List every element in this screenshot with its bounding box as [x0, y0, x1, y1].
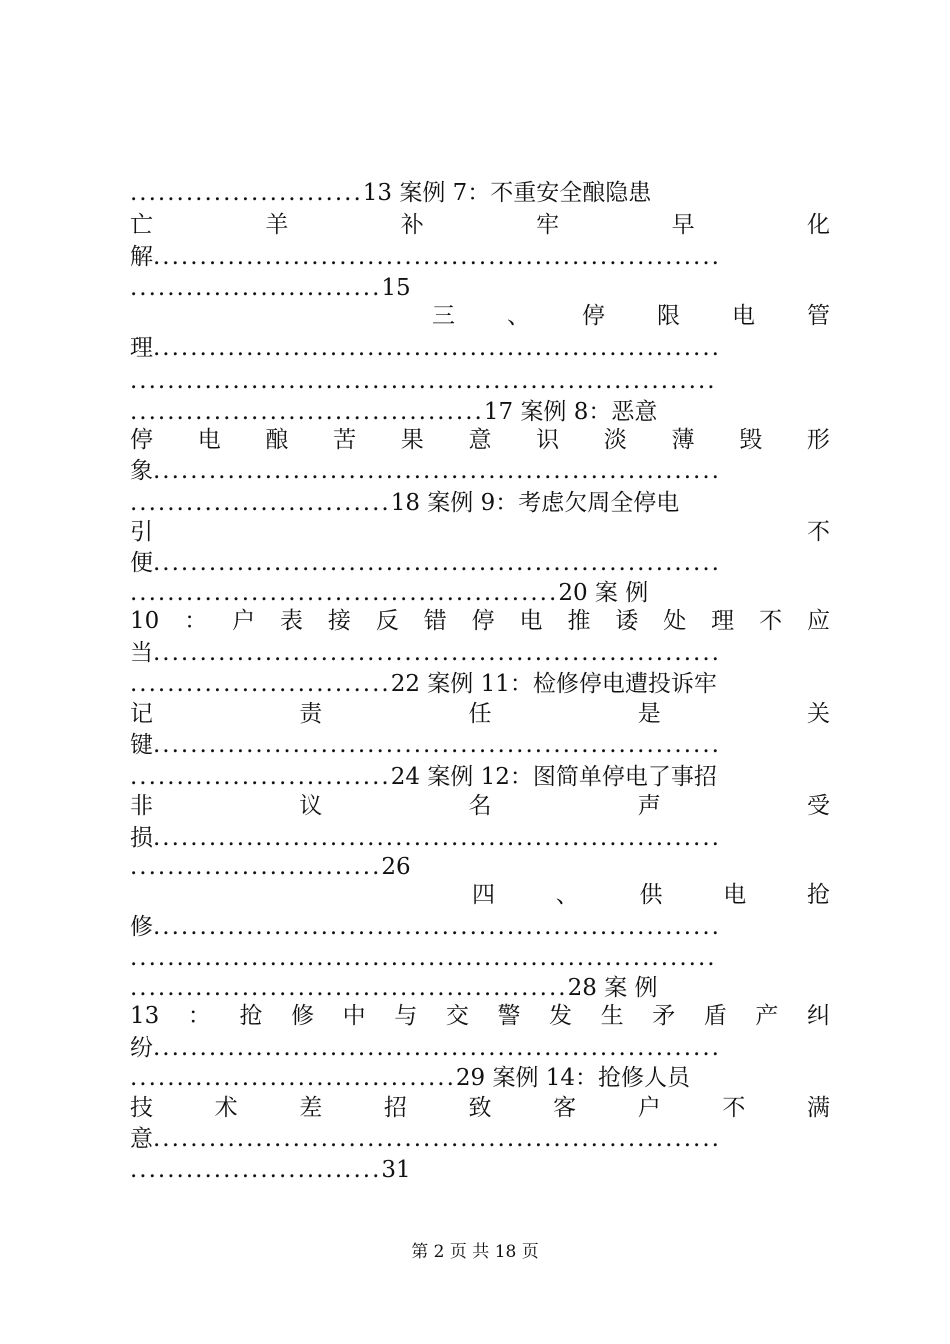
toc-entry-char: 果 [400, 427, 424, 453]
toc-entry-char: 电 [197, 427, 221, 453]
toc-line [130, 912, 830, 942]
toc-entry-char: 表 [280, 608, 303, 634]
leader-dots: ............................................................. [153, 1035, 721, 1061]
toc-entry-char: 名 [468, 793, 492, 819]
toc-entry-text: 18 案例 9：考虑欠周全停电 [390, 490, 680, 516]
toc-entry-char: 抢 [239, 1003, 263, 1029]
toc-entry-char: 13 [130, 1003, 160, 1029]
toc-entry-char: 声 [637, 793, 661, 819]
toc-entry-char: 牢 [536, 212, 560, 238]
toc-entry-char: 不 [807, 519, 830, 545]
toc-entry-char: 薄 [671, 427, 695, 453]
toc-entry-char: 早 [671, 212, 695, 238]
leader-dots: ............................................................... [130, 368, 717, 394]
toc-line [130, 210, 830, 240]
toc-entry-char: 供 [639, 882, 663, 908]
toc-entry-char: 解 [130, 244, 153, 270]
leader-dots: ......................... [130, 180, 363, 206]
toc-entry-char: 户 [232, 608, 256, 634]
leader-dots: ............................................................. [153, 244, 721, 270]
toc-line [130, 397, 830, 427]
toc-entry-text: 22 案例 11：检修停电遭投诉牢 [390, 671, 717, 697]
leader-dots: ............................................... [130, 975, 568, 1001]
toc-entry-char: 电 [732, 303, 755, 329]
leader-dots: ............................................................. [153, 1126, 721, 1152]
toc-entry-char: 修 [130, 914, 153, 940]
toc-entry-char: 责 [299, 701, 323, 727]
toc-entry-char: 是 [637, 701, 661, 727]
toc-entry-text: 24 案例 12：图简单停电了事招 [390, 764, 717, 790]
toc-entry-char: 识 [536, 427, 560, 453]
toc-entry-char: 接 [327, 608, 351, 634]
leader-dots: ............................................................. [153, 640, 721, 666]
toc-entry-char: 诿 [615, 608, 639, 634]
leader-dots: ............................................................. [153, 335, 721, 361]
toc-entry-char: 理 [711, 608, 735, 634]
toc-entry-text: 13 案例 7：不重安全酿隐患 [362, 180, 652, 206]
leader-dots: ............................................................. [153, 458, 721, 484]
toc-line [130, 762, 830, 792]
toc-entry-char: 应 [806, 608, 830, 634]
page-footer: 第 2 页 共 18 页 [411, 1242, 539, 1262]
toc-entry-char: 10 [130, 608, 160, 634]
toc-entry-char: 户 [637, 1095, 661, 1121]
toc-entry-char: 、 [555, 882, 579, 908]
toc-entry-text: 31 [381, 1157, 411, 1183]
toc-line [130, 852, 830, 882]
toc-entry-char: 记 [130, 701, 153, 727]
toc-entry-char: 反 [375, 608, 399, 634]
toc-entry-text: 15 [381, 275, 411, 301]
toc-line [472, 880, 830, 910]
toc-entry-char: 抢 [807, 882, 830, 908]
toc-line [130, 456, 830, 486]
toc-line [130, 730, 830, 760]
leader-dots: ............................ [130, 490, 391, 516]
toc-entry-char: 亡 [130, 212, 153, 238]
toc-line [130, 973, 830, 1003]
leader-dots: ............................ [130, 671, 391, 697]
toc-entry-char: 毁 [739, 427, 763, 453]
leader-dots: .............................................. [130, 580, 559, 606]
toc-entry-char: 四 [472, 882, 495, 908]
leader-dots: ........................... [130, 854, 382, 880]
toc-entry-char: 矛 [652, 1003, 676, 1029]
leader-dots: ............................................................. [153, 550, 721, 576]
toc-entry-char: 不 [759, 608, 783, 634]
toc-line [432, 301, 830, 331]
toc-entry-char: 便 [130, 550, 153, 576]
toc-line [130, 333, 830, 363]
toc-line [130, 242, 830, 272]
leader-dots: ........................... [130, 1157, 382, 1183]
leader-dots: ...................................... [130, 399, 484, 425]
toc-entry-char: 处 [663, 608, 687, 634]
toc-entry-char: 发 [549, 1003, 573, 1029]
toc-line [130, 548, 830, 578]
toc-entry-char: 象 [130, 458, 153, 484]
toc-entry-char: 警 [497, 1003, 521, 1029]
toc-entry-char: 补 [400, 212, 424, 238]
toc-line [130, 606, 830, 636]
toc-entry-char: 受 [807, 793, 830, 819]
toc-entry-char: 引 [130, 519, 153, 545]
toc-line [130, 669, 830, 699]
leader-dots: ............................................................. [153, 825, 721, 851]
toc-line [130, 1001, 830, 1031]
toc-entry-char: 术 [214, 1095, 238, 1121]
toc-entry-char: 议 [299, 793, 323, 819]
toc-entry-char: 产 [755, 1003, 779, 1029]
toc-entry-text: 28 案 例 [567, 975, 658, 1001]
toc-entry-char: 羊 [265, 212, 289, 238]
toc-entry-char: 不 [722, 1095, 746, 1121]
toc-line [130, 1063, 830, 1093]
toc-entry-char: 中 [342, 1003, 366, 1029]
toc-entry-char: 意 [130, 1126, 153, 1152]
toc-entry-char: 酿 [265, 427, 289, 453]
toc-entry-char: 三 [432, 303, 455, 329]
toc-entry-char: 停 [471, 608, 495, 634]
toc-entry-text: 29 案例 14：抢修人员 [455, 1065, 691, 1091]
toc-entry-char: 理 [130, 335, 153, 361]
toc-entry-char: 推 [567, 608, 591, 634]
toc-entry-char: 苦 [333, 427, 357, 453]
toc-entry-char: 盾 [703, 1003, 727, 1029]
toc-entry-text: 17 案例 8：恶意 [483, 399, 658, 425]
toc-entry-char: 管 [807, 303, 830, 329]
toc-line [130, 1033, 830, 1063]
toc-entry-char: ： [187, 1003, 211, 1029]
toc-line [130, 178, 830, 208]
toc-entry-char: 意 [468, 427, 492, 453]
toc-line [130, 488, 830, 518]
leader-dots: ............................................................... [130, 945, 717, 971]
toc-entry-char: 形 [806, 427, 830, 453]
toc-entry-char: 招 [383, 1095, 407, 1121]
leader-dots: ............................................................. [153, 732, 721, 758]
toc-entry-char: 交 [445, 1003, 469, 1029]
toc-entry-char: 生 [600, 1003, 624, 1029]
toc-entry-char: 任 [468, 701, 492, 727]
toc-entry-char: 差 [299, 1095, 323, 1121]
toc-entry-char: 致 [468, 1095, 492, 1121]
toc-line [130, 366, 830, 396]
toc-entry-char: 化 [806, 212, 830, 238]
toc-line [130, 273, 830, 303]
toc-entry-text: 26 [381, 854, 411, 880]
toc-line [130, 791, 830, 821]
toc-entry-char: 键 [130, 732, 153, 758]
toc-entry-char: 电 [723, 882, 747, 908]
toc-line [130, 638, 830, 668]
toc-line [130, 1093, 830, 1123]
toc-entry-char: 纠 [807, 1003, 830, 1029]
toc-line [130, 425, 830, 455]
toc-entry-char: 、 [507, 303, 530, 329]
leader-dots: ............................................................. [153, 914, 721, 940]
toc-line [130, 578, 830, 608]
toc-line [130, 699, 830, 729]
toc-line [130, 517, 830, 547]
toc-entry-char: 电 [519, 608, 543, 634]
toc-entry-char: 技 [130, 1095, 153, 1121]
leader-dots: ........................... [130, 275, 382, 301]
toc-entry-char: 当 [130, 640, 153, 666]
toc-entry-char: 与 [394, 1003, 418, 1029]
toc-entry-char: 停 [582, 303, 605, 329]
toc-line [130, 943, 830, 973]
toc-entry-char: 停 [130, 427, 153, 453]
toc-entry-char: 限 [657, 303, 680, 329]
toc-entry-char: 满 [807, 1095, 830, 1121]
toc-entry-char: 纷 [130, 1035, 153, 1061]
toc-entry-char: 损 [130, 825, 153, 851]
toc-line [130, 823, 830, 853]
leader-dots: ................................... [130, 1065, 456, 1091]
toc-line [130, 1124, 830, 1154]
toc-entry-char: 客 [553, 1095, 577, 1121]
toc-entry-char: 修 [291, 1003, 315, 1029]
leader-dots: ............................ [130, 764, 391, 790]
toc-entry-char: 错 [423, 608, 447, 634]
toc-entry-char: ： [184, 608, 208, 634]
toc-line [130, 1155, 830, 1185]
toc-entry-text: 20 案 例 [558, 580, 649, 606]
toc-entry-char: 关 [807, 701, 830, 727]
toc-entry-char: 非 [130, 793, 153, 819]
toc-entry-char: 淡 [603, 427, 627, 453]
